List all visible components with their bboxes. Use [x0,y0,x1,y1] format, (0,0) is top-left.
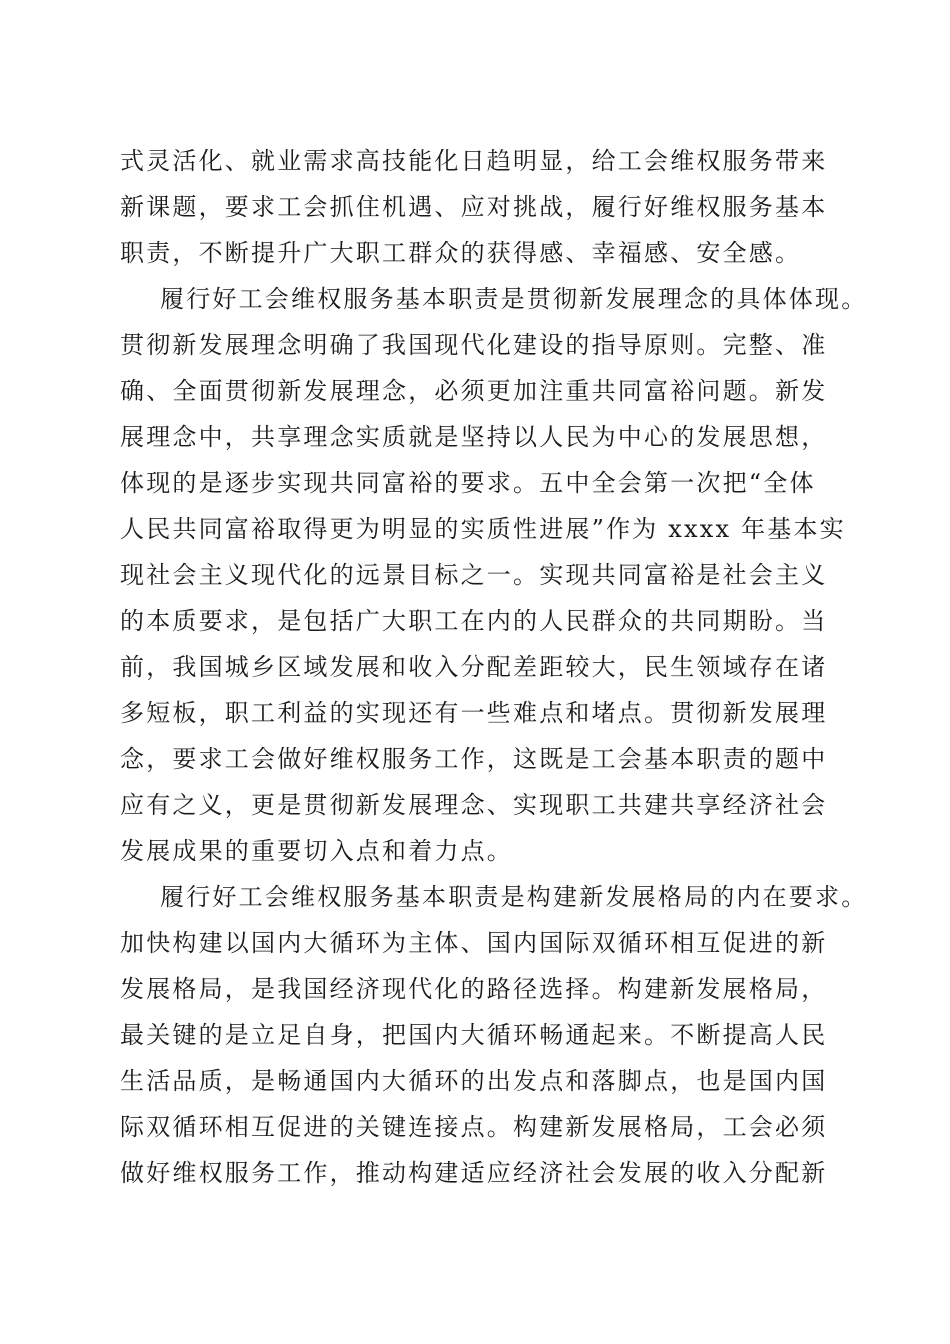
paragraph-start-line: 履行好工会维权服务基本职责是构建新发展格局的内在要求。 [160,883,868,911]
text-line: 贯彻新发展理念明确了我国现代化建设的指导原则。完整、准 [120,331,828,359]
text-line: 最关键的是立足自身，把国内大循环畅通起来。不断提高人民 [120,1021,828,1049]
text-line: 展理念中，共享理念实质就是坚持以人民为中心的发展思想， [120,423,828,451]
text-line: 前，我国城乡区域发展和收入分配差距较大，民生领域存在诸 [120,653,828,681]
text-line: 加快构建以国内大循环为主体、国内国际双循环相互促进的新 [120,929,828,957]
text-line: 念，要求工会做好维权服务工作，这既是工会基本职责的题中 [120,745,828,773]
paragraph-start-line: 履行好工会维权服务基本职责是贯彻新发展理念的具体体现。 [160,285,868,313]
text-line: 应有之义，更是贯彻新发展理念、实现职工共建共享经济社会 [120,791,828,819]
text-line: 的本质要求，是包括广大职工在内的人民群众的共同期盼。当 [120,607,828,635]
text-line: 人民共同富裕取得更为明显的实质性进展”作为 xxxx 年基本实 [120,515,846,543]
text-line: 发展成果的重要切入点和着力点。 [120,837,513,865]
text-line: 现社会主义现代化的远景目标之一。实现共同富裕是社会主义 [120,561,828,589]
text-line: 体现的是逐步实现共同富裕的要求。五中全会第一次把“全体 [120,469,816,497]
text-line: 式灵活化、就业需求高技能化日趋明显，给工会维权服务带来 [120,147,828,175]
text-line: 确、全面贯彻新发展理念，必须更加注重共同富裕问题。新发 [120,377,828,405]
text-line: 发展格局，是我国经济现代化的路径选择。构建新发展格局， [120,975,828,1003]
text-line: 新课题，要求工会抓住机遇、应对挑战，履行好维权服务基本 [120,193,828,221]
text-line: 职责，不断提升广大职工群众的获得感、幸福感、安全感。 [120,239,802,267]
text-line: 做好维权服务工作，推动构建适应经济社会发展的收入分配新 [120,1159,828,1187]
text-line: 多短板，职工利益的实现还有一些难点和堵点。贯彻新发展理 [120,699,828,727]
text-line: 际双循环相互促进的关键连接点。构建新发展格局，工会必须 [120,1113,828,1141]
text-line: 生活品质，是畅通国内大循环的出发点和落脚点，也是国内国 [120,1067,828,1095]
